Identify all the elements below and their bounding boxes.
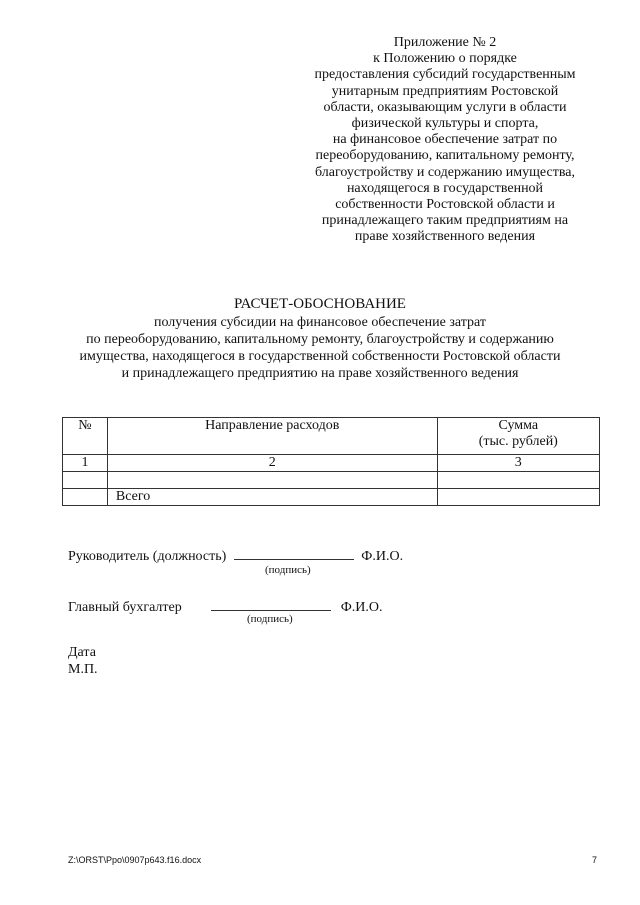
appendix-line: области, оказывающим услуги в области	[323, 99, 567, 115]
table-cell[interactable]	[63, 472, 108, 489]
appendix-line: переоборудованию, капитальному ремонту,	[315, 148, 575, 164]
column-number-1: 1	[63, 455, 108, 472]
appendix-line: собственности Ростовской области и	[335, 197, 555, 213]
appendix-line: унитарным предприятиям Ростовской	[331, 83, 559, 99]
appendix-line: на финансовое обеспечение затрат по	[332, 132, 558, 148]
chief-accountant-label: Главный бухгалтер	[68, 600, 182, 615]
date-label: Дата	[68, 645, 96, 660]
header-sum-unit: (тыс. рублей)	[478, 434, 558, 449]
appendix-line: принадлежащего таким предприятиям на	[321, 213, 569, 229]
appendix-line: Приложение № 2	[393, 35, 497, 50]
head-label: Руководитель (должность)	[68, 549, 227, 564]
table-numbering-row	[63, 455, 600, 472]
accountant-signature-line[interactable]	[211, 596, 331, 611]
document-title-block	[0, 296, 640, 382]
title-line: получения субсидии на финансовое обеспечение затрат	[153, 315, 486, 330]
head-signature-row	[68, 545, 403, 565]
header-number: №	[63, 418, 108, 455]
table-total-row	[63, 489, 600, 506]
table-cell[interactable]	[107, 472, 437, 489]
appendix-header	[280, 35, 610, 246]
title-line: и принадлежащего предприятию на праве хозяйственного ведения	[121, 366, 519, 381]
header-direction: Направление расходов	[107, 418, 437, 455]
head-fio: Ф.И.О.	[361, 549, 404, 564]
appendix-line: находящегося в государственной	[346, 180, 544, 196]
accountant-signature-row	[68, 596, 383, 616]
header-sum-title: Сумма	[498, 418, 539, 433]
footer-file-path: Z:\ORST\Ppo\0907p643.f16.docx	[68, 855, 202, 865]
head-signature-line[interactable]	[234, 545, 354, 560]
column-number-3: 3	[437, 455, 599, 472]
head-signature-hint: (подпись)	[265, 564, 311, 576]
column-number-2: 2	[107, 455, 437, 472]
total-label: Всего	[107, 489, 437, 506]
appendix-line: благоустройству и содержанию имущества,	[315, 164, 575, 180]
header-sum	[437, 418, 599, 455]
table-header-row	[63, 418, 600, 455]
appendix-line: физической культуры и спорта,	[351, 116, 539, 132]
expenses-table	[62, 417, 600, 506]
page-number: 7	[592, 855, 598, 865]
chief-accountant-fio: Ф.И.О.	[340, 600, 383, 615]
stamp-label: М.П.	[68, 662, 98, 677]
table-cell	[63, 489, 108, 506]
appendix-line: к Положению о порядке	[373, 51, 517, 67]
table-cell[interactable]	[437, 472, 599, 489]
document-title: РАСЧЕТ-ОБОСНОВАНИЕ	[234, 296, 406, 312]
appendix-line: праве хозяйственного ведения	[354, 229, 536, 245]
accountant-signature-hint: (подпись)	[247, 613, 293, 625]
title-line: имущества, находящегося в государственной собственности Ростовской области	[79, 349, 561, 364]
total-value-cell[interactable]	[437, 489, 599, 506]
appendix-line: предоставления субсидий государственным	[314, 67, 576, 83]
title-line: по переоборудованию, капитальному ремонту, благоустройству и содержанию	[86, 332, 554, 347]
table-row	[63, 472, 600, 489]
